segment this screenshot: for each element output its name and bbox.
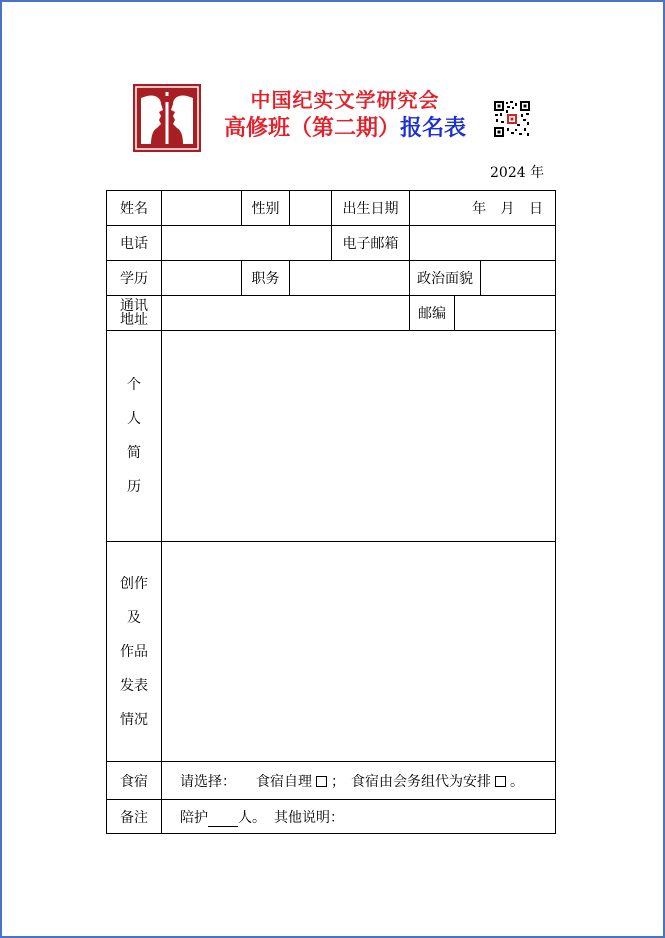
birth-date-field[interactable]: 年 月 日 (410, 191, 556, 226)
address-label-line1: 通讯 (120, 298, 148, 314)
form-year: 2024 年 (490, 165, 545, 181)
qr-code-icon (493, 100, 531, 138)
political-status-label: 政治面貌 (410, 261, 481, 296)
resume-field[interactable] (162, 331, 556, 542)
resume-label-char: 个 (127, 377, 141, 393)
address-label-line2: 地址 (120, 312, 148, 328)
gender-field[interactable] (290, 191, 332, 226)
gender-label: 性别 (242, 191, 290, 226)
resume-label-char: 历 (127, 479, 141, 495)
postcode-label: 邮编 (410, 296, 455, 331)
meal-label: 食宿 (107, 762, 162, 800)
title-course: 高修班（第二期） (223, 116, 400, 141)
meal-prompt: 请选择： (180, 773, 236, 790)
note-companion-prefix: 陪护 (180, 809, 208, 826)
email-field[interactable] (410, 226, 556, 261)
meal-options (162, 762, 556, 800)
note-label: 备注 (107, 800, 162, 834)
resume-label-char: 简 (127, 445, 141, 461)
address-label (107, 296, 162, 331)
meal-end: 。 (510, 773, 524, 790)
note-other: 其他说明： (274, 809, 344, 826)
title-line1: 中国纪实文学研究会 (250, 88, 440, 112)
works-label-line: 发表 (120, 677, 148, 694)
works-label (107, 542, 162, 762)
position-label: 职务 (242, 261, 290, 296)
works-label-line: 作品 (120, 643, 148, 660)
works-label-line: 创作 (120, 575, 148, 592)
phone-label: 电话 (107, 226, 162, 261)
address-field[interactable] (162, 296, 410, 331)
works-field[interactable] (162, 542, 556, 762)
postcode-field[interactable] (455, 296, 556, 331)
birth-date-label: 出生日期 (332, 191, 410, 226)
note-companion-suffix: 人。 (238, 809, 266, 826)
companion-count-blank[interactable] (208, 815, 238, 827)
registration-form (106, 190, 556, 834)
works-label-line: 及 (127, 609, 141, 626)
resume-label (107, 331, 162, 542)
email-label: 电子邮箱 (332, 226, 410, 261)
name-label: 姓名 (107, 191, 162, 226)
meal-separator: ； (331, 773, 345, 790)
meal-option-self: 食宿自理 (256, 773, 312, 790)
title-form: 报名表 (400, 116, 467, 141)
works-label-line: 情况 (120, 711, 148, 728)
meal-self-checkbox[interactable] (316, 776, 327, 787)
title-line2 (205, 114, 485, 144)
political-status-field[interactable] (481, 261, 556, 296)
education-field[interactable] (162, 261, 242, 296)
form-header (133, 84, 533, 152)
note-field (162, 800, 556, 834)
association-logo (133, 84, 201, 152)
phone-field[interactable] (162, 226, 332, 261)
education-label: 学历 (107, 261, 162, 296)
resume-label-char: 人 (127, 411, 141, 427)
name-field[interactable] (162, 191, 242, 226)
meal-arranged-checkbox[interactable] (495, 776, 506, 787)
position-field[interactable] (290, 261, 410, 296)
meal-option-arranged: 食宿由会务组代为安排 (351, 773, 491, 790)
